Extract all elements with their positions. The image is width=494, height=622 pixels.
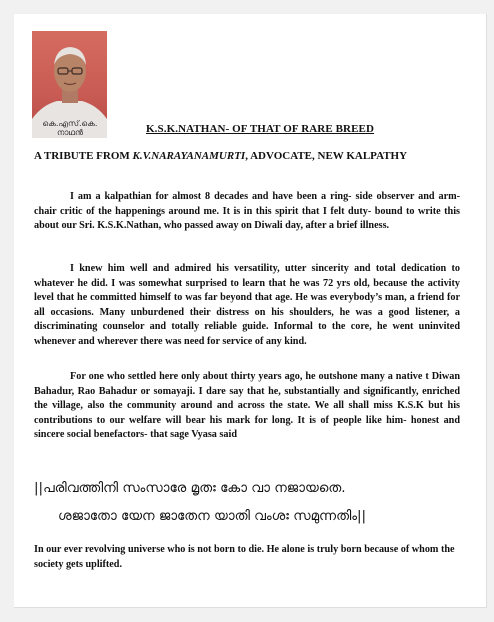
tribute-suffix: , ADVOCATE, NEW KALPATHY — [245, 150, 408, 162]
tribute-prefix: A TRIBUTE FROM — [34, 150, 133, 162]
paragraph-contribution: For one who settled here only about thirty years ago, he outshone many a native t Diwan Bahadur, Rao Bahadur or somayaji. I dare say that he, substantially and significantly, enriched the village, also the community around and across the state. We all shall miss K.S.K but his contributions to our welfare will bear his mark for long. It is of people like him- honest and sincere social benefactors- that sage Vyasa said — [34, 371, 460, 441]
portrait-photo — [32, 31, 107, 138]
paragraph-character: I knew him well and admired his versatility, utter sincerity and total dedication to whatever he did. I was somewhat surprised to learn that he was 72 yrs old, because the activity level that he committed himself to was far beyond that age. He was everybody’s man, a friend for all occasions. Many unburdened their distress on his shoulders, he was a good listener, a discriminating counselor and totally reliable guide. Informal to the core, he went uninvited whenever and wherever there was need for service of any kind. — [34, 263, 460, 347]
sanskrit-verse-line-1: ||പരിവത്തിനി സംസാരേ മൃതഃ കോ വാ നജായതെ. — [34, 480, 346, 496]
portrait-caption: കെ.എസ്.കെ. നാഥൻ — [42, 119, 98, 137]
sanskrit-verse-line-2: ശജാതോ യേന ജാതേന യാതി വംശഃ സമുന്നതിം|| — [58, 508, 367, 524]
paragraph-intro: I am a kalpathian for almost 8 decades and have been a ring- side observer and arm- chair critic of the happenings around me. It is in this spirit that I felt duty- bound to write this about our Sri. K.S.K.Nathan, who passed away on Diwali day, after a brief illness. — [34, 191, 460, 232]
tribute-author: K.V.NARAYANAMURTI — [132, 150, 246, 162]
page-title: K.S.K.NATHAN- OF THAT OF RARE BREED — [146, 123, 375, 135]
verse-translation: In our ever revolving universe who is not born to die. He alone is truly born because of whom the society gets uplifted. — [34, 544, 455, 570]
tribute-line — [34, 150, 407, 162]
